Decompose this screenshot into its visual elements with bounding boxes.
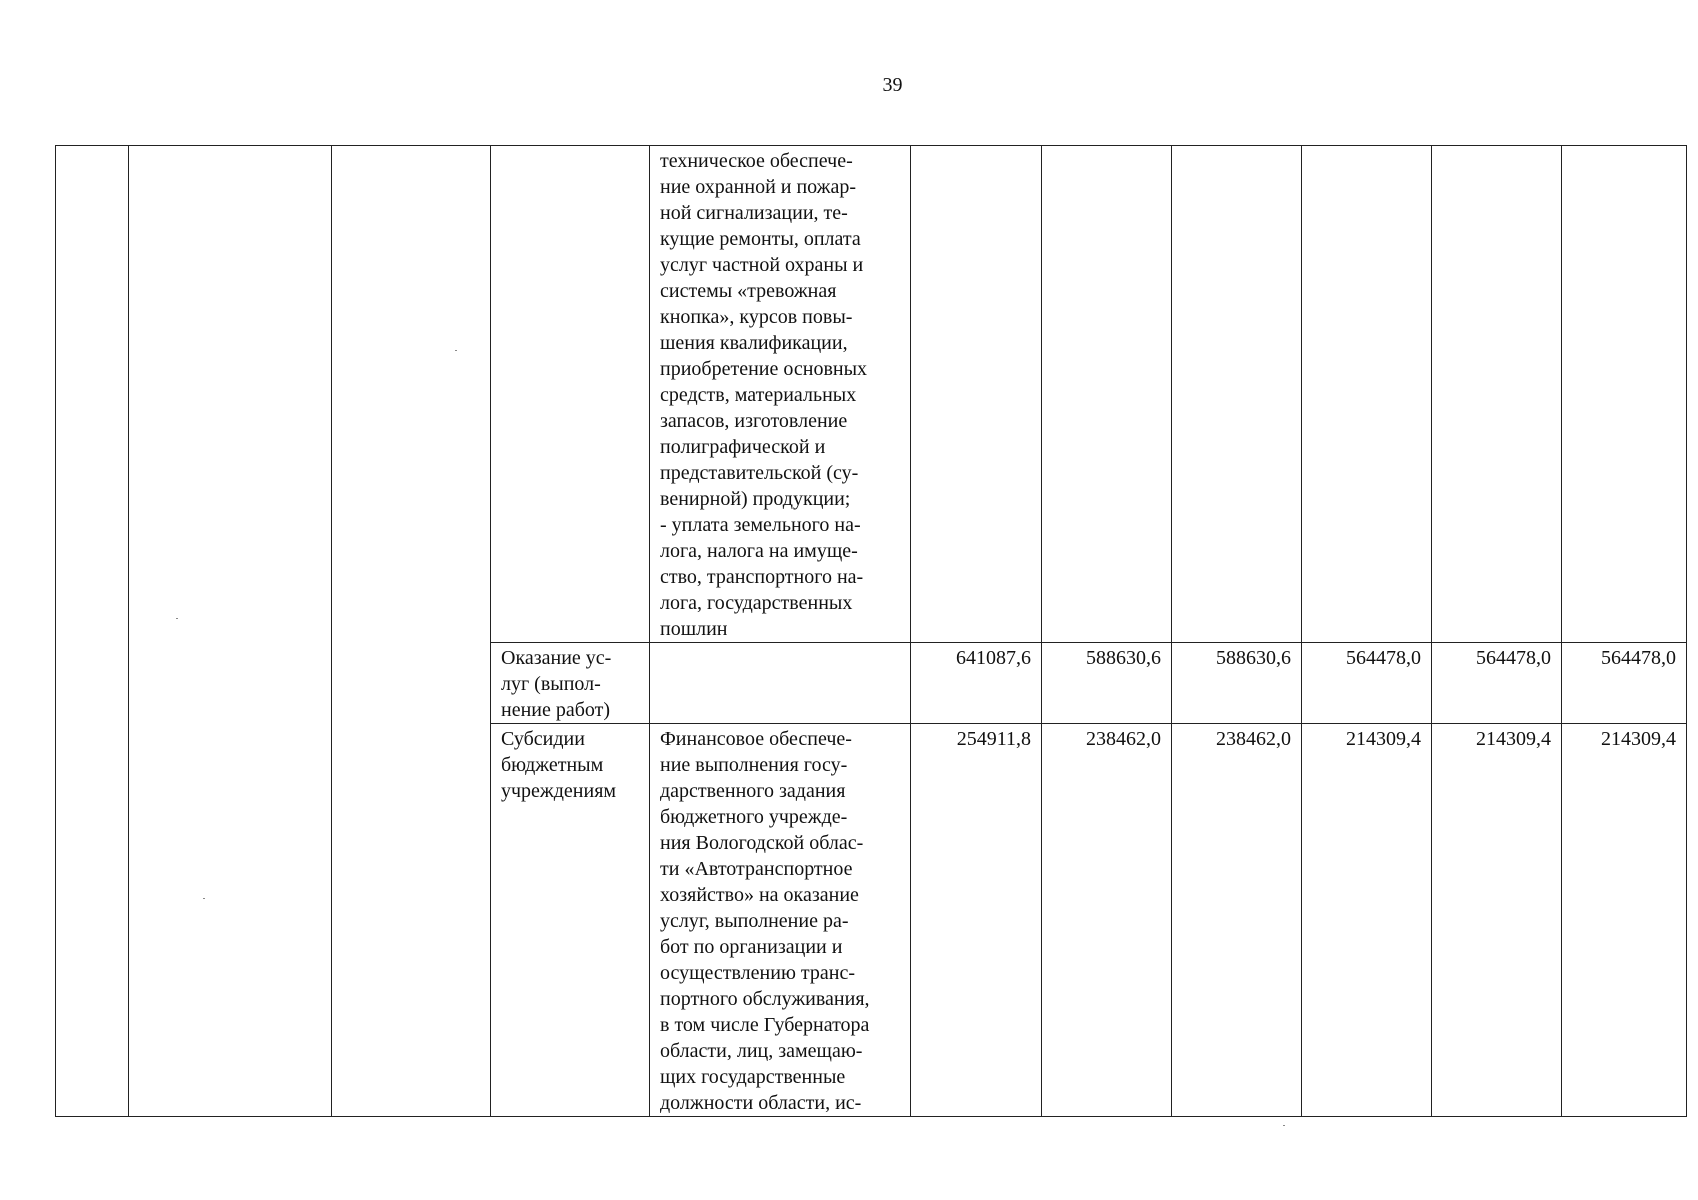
scan-speck — [455, 350, 457, 351]
value-cell: 588630,6 — [1172, 643, 1302, 724]
value-cell: 238462,0 — [1172, 724, 1302, 1117]
value-cell — [911, 146, 1042, 643]
description-cell: Финансовое обеспече- ние выполнения госу- дарственного задания бюджетного учрежде- ния Вологодской облас- ти «Автотранспортное хозяйство» на оказание услуг, выполнение ра- бот по организации и осуществлению транс- портного обслуживания, в том числе Губернатора области, лиц, замещаю- щих государственные должности области, ис- — [650, 724, 911, 1117]
value-cell: 564478,0 — [1562, 643, 1687, 724]
value-cell: 564478,0 — [1302, 643, 1432, 724]
value-cell: 588630,6 — [1042, 643, 1172, 724]
scan-speck — [203, 898, 205, 899]
value-cell: 238462,0 — [1042, 724, 1172, 1117]
executor-cell — [332, 146, 491, 1117]
description-cell: техническое обеспече- ние охранной и пожар- ной сигнализации, те- кущие ремонты, оплата услуг частной охраны и системы «тревожная кнопка», курсов повы- шения квалификации, приобретение основных средств, материальных запасов, изготовление полиграфической и представительской (су- венирной) продукции; - уплата земельного на- лога, налога на имуще- ство, транспортного на- лога, государственных пошлин — [650, 146, 911, 643]
value-cell: 214309,4 — [1302, 724, 1432, 1117]
program-name-cell — [129, 146, 332, 1117]
number-cell — [56, 146, 129, 1117]
value-cell: 214309,4 — [1432, 724, 1562, 1117]
value-cell — [1172, 146, 1302, 643]
value-cell — [1302, 146, 1432, 643]
value-cell — [1042, 146, 1172, 643]
value-cell: 641087,6 — [911, 643, 1042, 724]
description-cell — [650, 643, 911, 724]
type-cell — [491, 146, 650, 643]
value-cell — [1562, 146, 1687, 643]
scan-speck — [1283, 1125, 1285, 1126]
value-cell: 564478,0 — [1432, 643, 1562, 724]
value-cell: 214309,4 — [1562, 724, 1687, 1117]
budget-table — [55, 145, 1687, 1117]
type-cell: Субсидии бюджетным учреждениям — [491, 724, 650, 1117]
page-number: 39 — [882, 74, 903, 96]
table-row — [56, 146, 1687, 643]
value-cell: 254911,8 — [911, 724, 1042, 1117]
type-cell: Оказание ус- луг (выпол- нение работ) — [491, 643, 650, 724]
value-cell — [1432, 146, 1562, 643]
scan-speck — [176, 618, 178, 619]
